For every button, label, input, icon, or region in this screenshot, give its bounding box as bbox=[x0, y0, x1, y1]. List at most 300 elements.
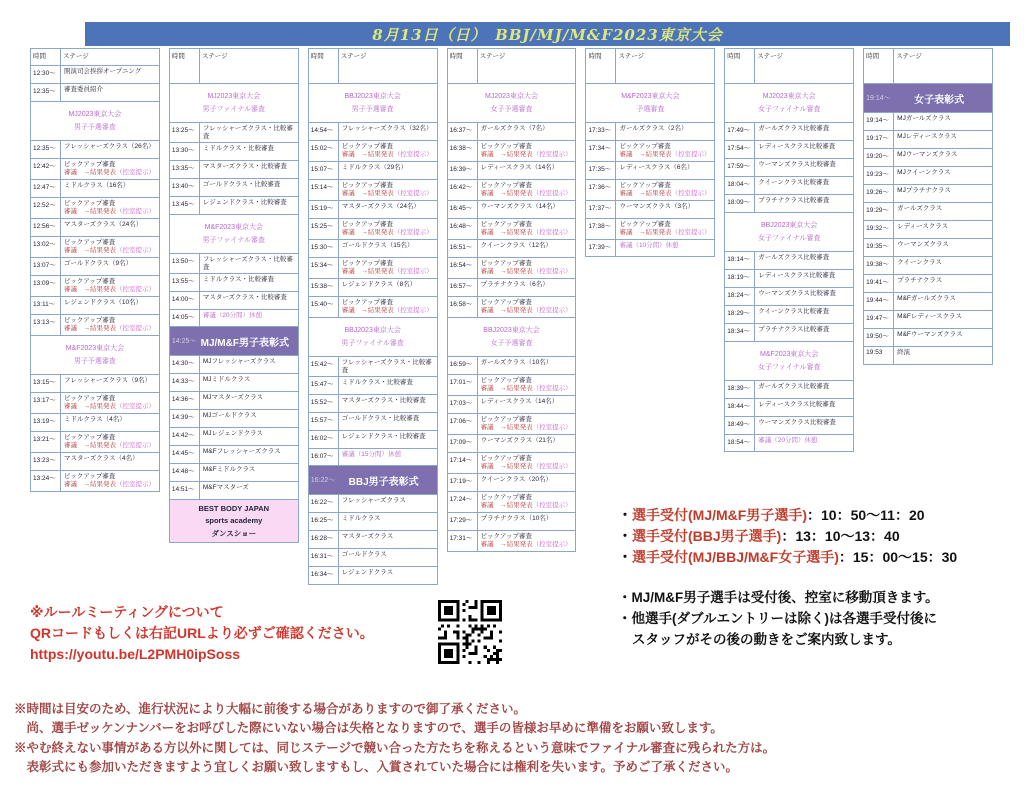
pickup-label: ピックアップ審査 bbox=[480, 259, 532, 267]
stage-cell bbox=[478, 492, 576, 512]
stage-cell bbox=[61, 159, 159, 179]
time-column-header: 時間 bbox=[586, 49, 616, 83]
time-cell: 16:07～ bbox=[309, 449, 339, 465]
pickup-label: ピックアップ審査 bbox=[480, 493, 532, 501]
stage-cell: 終演 bbox=[897, 348, 911, 356]
stage-cell bbox=[478, 258, 576, 278]
time-cell: 12:35～ bbox=[31, 141, 61, 158]
schedule-row bbox=[170, 482, 298, 500]
schedule-row bbox=[170, 374, 298, 392]
time-cell: 14:51～ bbox=[170, 482, 200, 499]
time-cell: 17:35～ bbox=[586, 162, 616, 179]
pickup-judging-row bbox=[31, 198, 159, 219]
stage-cell: ガールズクラス比較審査 bbox=[758, 382, 830, 390]
stage-column-header: ステージ bbox=[896, 53, 922, 60]
stage-cell: プラチナクラス（6名） bbox=[480, 280, 549, 288]
time-cell: 13:17～ bbox=[31, 393, 61, 413]
schedule-row bbox=[725, 159, 853, 177]
footer-note-line: ※やむ終えない事情がある方以外に関しては、同じステージで競い合った方たちを称えるという意味でファイナル審査に残られた方は。 bbox=[14, 740, 776, 755]
judge-result-line bbox=[619, 151, 712, 160]
time-cell: 13:11～ bbox=[31, 297, 61, 314]
schedule-row bbox=[864, 203, 992, 221]
pickup-judging-row bbox=[586, 141, 714, 162]
time-cell: 13:19～ bbox=[31, 414, 61, 431]
judge-result-line bbox=[481, 307, 574, 316]
pickup-judging-row bbox=[448, 414, 576, 435]
judge-result-line bbox=[64, 286, 157, 295]
schedule-row bbox=[448, 474, 576, 492]
schedule-row bbox=[448, 357, 576, 375]
schedule-row bbox=[170, 179, 298, 197]
judge-result-line bbox=[64, 403, 157, 412]
stage-cell: ガールズクラス（7名） bbox=[480, 124, 549, 132]
section-title-line: BBJ2023東京大会 bbox=[761, 221, 818, 229]
judge-result-line bbox=[481, 463, 574, 472]
section-subtitle-line: 予選審査 bbox=[636, 105, 665, 113]
guidance-notes bbox=[618, 588, 1018, 651]
result-location-label: （控室提示） bbox=[116, 169, 155, 177]
stage-cell: レディースクラス比較審査 bbox=[758, 142, 836, 150]
schedule-row bbox=[31, 141, 159, 159]
pickup-judging-row bbox=[309, 141, 437, 162]
time-cell: 19:29～ bbox=[864, 203, 894, 220]
time-cell: 14:54～ bbox=[309, 123, 339, 140]
pickup-label: ピックアップ審査 bbox=[64, 160, 116, 168]
stage-cell: ミドルクラス bbox=[341, 514, 381, 522]
schedule-row bbox=[725, 306, 853, 324]
time-cell: 18:09～ bbox=[725, 195, 755, 212]
time-cell: 17:49～ bbox=[725, 123, 755, 140]
deliberation-label: 審議 →結果発表 bbox=[480, 151, 533, 159]
deliberation-label: 審議 →結果発表 bbox=[480, 190, 533, 198]
dance-show-line: BEST BODY JAPAN bbox=[198, 504, 270, 514]
stage-cell: ウーマンズクラス（21名） bbox=[480, 436, 559, 444]
section-header bbox=[725, 342, 853, 381]
stage-cell bbox=[61, 471, 159, 491]
reception-line: ・選手受付(MJ/BBJ/M&F女子選手)：15：00～15：30 bbox=[618, 549, 958, 565]
stage-cell: ゴールドクラス bbox=[341, 550, 387, 558]
time-cell: 15:52～ bbox=[309, 395, 339, 412]
stage-cell: クイーンクラス bbox=[897, 258, 942, 266]
schedule-row bbox=[31, 375, 159, 393]
pickup-judging-row bbox=[309, 258, 437, 279]
time-cell: 13:23～ bbox=[31, 453, 61, 470]
judge-result-line bbox=[481, 502, 574, 511]
result-location-label: （控室提示） bbox=[532, 229, 572, 237]
reception-time: ：13：10～13：40 bbox=[781, 528, 900, 544]
time-cell: 13:07～ bbox=[31, 258, 61, 275]
stage-cell: レディースクラス（6名） bbox=[619, 163, 694, 171]
stage-cell: ガールズクラス比較審査 bbox=[758, 124, 830, 132]
time-cell: 19:47～ bbox=[864, 311, 894, 328]
stage-cell bbox=[616, 180, 714, 200]
stage-cell: プラチナクラス比較審査 bbox=[758, 196, 830, 204]
stage-cell: レディースクラス bbox=[897, 222, 949, 230]
time-cell: 16:38～ bbox=[448, 141, 478, 161]
stage-cell: ガールズクラス bbox=[897, 204, 943, 212]
stage-cell: マスターズクラス・比較審査 bbox=[341, 396, 426, 404]
deliberation-label: 審議 →結果発表 bbox=[619, 151, 672, 159]
stage-cell bbox=[61, 393, 159, 413]
section-title-line: MJ2023東京大会 bbox=[762, 92, 816, 100]
schedule-row bbox=[170, 274, 298, 292]
stage-cell bbox=[616, 141, 714, 161]
schedule-row bbox=[309, 279, 437, 297]
time-cell: 18:54～ bbox=[725, 435, 755, 451]
pickup-label: ピックアップ審査 bbox=[619, 181, 671, 189]
pickup-judging-row bbox=[31, 237, 159, 258]
banner-time: 16:22～ bbox=[310, 477, 336, 485]
schedule-column-7 bbox=[863, 48, 993, 365]
section-title-line: MJ2023東京大会 bbox=[485, 92, 538, 100]
stage-cell: レジェンドクラス（8名） bbox=[341, 280, 417, 288]
time-cell: 17:36～ bbox=[586, 180, 616, 200]
result-location-label: （控室提示） bbox=[532, 190, 572, 198]
schedule-row bbox=[31, 219, 159, 237]
schedule-row bbox=[448, 396, 576, 414]
section-subtitle-line: 男子ファイナル審査 bbox=[202, 236, 266, 244]
stage-cell: M&Fレディースクラス bbox=[897, 312, 962, 320]
time-column-header: 時間 bbox=[170, 49, 200, 83]
column-header-row bbox=[725, 49, 853, 84]
time-cell: 18:49～ bbox=[725, 417, 755, 434]
stage-cell: MJレディースクラス bbox=[897, 132, 957, 140]
schedule-row bbox=[864, 329, 992, 347]
stage-cell: ガールズクラス（10名） bbox=[480, 358, 553, 366]
stage-cell bbox=[478, 297, 576, 317]
time-cell: 17:01～ bbox=[448, 375, 478, 395]
schedule-row bbox=[448, 435, 576, 453]
rule-meeting-url-link[interactable]: https://youtu.be/L2PMH0ipSoss bbox=[30, 646, 241, 662]
stage-cell: フレッシャーズクラス（9名） bbox=[64, 376, 152, 384]
schedule-row bbox=[864, 113, 992, 131]
section-subtitle-line: 女子予選審査 bbox=[490, 105, 533, 113]
time-cell: 17:31～ bbox=[448, 531, 478, 551]
stage-column-header: ステージ bbox=[618, 53, 645, 60]
time-cell: 14:48～ bbox=[170, 464, 200, 481]
stage-cell: MJレジェンドクラス bbox=[202, 429, 263, 437]
judge-result-line bbox=[64, 169, 157, 178]
stage-cell bbox=[339, 141, 437, 161]
deliberation-label: 審議 →結果発表 bbox=[64, 286, 116, 294]
section-header bbox=[31, 336, 159, 375]
schedule-row bbox=[864, 221, 992, 239]
result-location-label: （控室提示） bbox=[671, 229, 711, 237]
time-cell: 19:20～ bbox=[864, 149, 894, 166]
pickup-label: ピックアップ審査 bbox=[64, 433, 116, 441]
schedule-row bbox=[864, 149, 992, 167]
stage-cell: 審査委員紹介 bbox=[64, 85, 103, 93]
pickup-label: ピックアップ審査 bbox=[480, 298, 532, 306]
section-title-line: BBJ2023東京大会 bbox=[483, 326, 540, 334]
time-cell: 13:45～ bbox=[170, 197, 200, 214]
banner-time: 19:14～ bbox=[866, 95, 891, 102]
time-cell: 19:23～ bbox=[864, 167, 894, 184]
time-cell: 17:34～ bbox=[586, 141, 616, 161]
reception-line: ・選手受付(BBJ男子選手)：13：10～13：40 bbox=[618, 528, 900, 544]
pickup-judging-row bbox=[309, 219, 437, 240]
schedule-row bbox=[170, 143, 298, 161]
stage-cell bbox=[61, 198, 159, 218]
time-cell: 12:52～ bbox=[31, 198, 61, 218]
section-header bbox=[448, 318, 576, 357]
schedule-row bbox=[864, 167, 992, 185]
time-cell: 14:00～ bbox=[170, 292, 200, 309]
schedule-row bbox=[170, 464, 298, 482]
section-title-line: MJ2023東京大会 bbox=[207, 92, 261, 100]
deliberation-label: 審議 →結果発表 bbox=[341, 307, 394, 315]
time-cell: 18:04～ bbox=[725, 177, 755, 194]
schedule-row bbox=[309, 395, 437, 413]
stage-cell: プラチナクラス bbox=[897, 276, 943, 284]
time-cell: 16:25～ bbox=[309, 513, 339, 530]
result-location-label: （控室提示） bbox=[671, 151, 711, 159]
time-cell: 16:39～ bbox=[448, 162, 478, 179]
schedule-row bbox=[448, 201, 576, 219]
schedule-row bbox=[31, 414, 159, 432]
schedule-row bbox=[309, 377, 437, 395]
stage-cell: レジェンドクラス・比較審査 bbox=[341, 432, 426, 440]
pickup-label: ピックアップ審査 bbox=[64, 277, 116, 285]
stage-cell: ウーマンズクラス比較審査 bbox=[758, 418, 836, 426]
stage-cell: マスターズクラス・比較審査 bbox=[202, 293, 287, 301]
time-cell: 15:02～ bbox=[309, 141, 339, 161]
time-cell: 14:36～ bbox=[170, 392, 200, 409]
pickup-label: ピックアップ審査 bbox=[64, 394, 116, 402]
judge-result-line bbox=[342, 151, 435, 160]
section-subtitle-line: 女子ファイナル審査 bbox=[757, 363, 821, 371]
schedule-column-4 bbox=[447, 48, 577, 552]
judge-result-line bbox=[64, 442, 157, 451]
time-cell: 16:51～ bbox=[448, 240, 478, 257]
pickup-label: ピックアップ審査 bbox=[480, 532, 532, 540]
section-title-line: MJ2023東京大会 bbox=[68, 110, 122, 118]
deliberation-label: 審議 →結果発表 bbox=[341, 229, 394, 237]
time-cell: 16:28～ bbox=[309, 531, 339, 548]
schedule-row bbox=[31, 297, 159, 315]
schedule-row bbox=[725, 270, 853, 288]
page-title: 8月13日（日） BBJ/MJ/M&F2023東京大会 bbox=[85, 22, 1010, 46]
schedule-row bbox=[725, 123, 853, 141]
section-header bbox=[586, 84, 714, 123]
stage-cell: 審議（20分間）休憩 bbox=[758, 436, 818, 444]
schedule-row bbox=[864, 293, 992, 311]
stage-cell bbox=[61, 432, 159, 452]
schedule-row bbox=[31, 66, 159, 84]
judge-result-line bbox=[619, 229, 712, 238]
pickup-judging-row bbox=[448, 219, 576, 240]
stage-cell: ミドルクラス・比較審査 bbox=[202, 275, 275, 283]
time-cell: 17:29～ bbox=[448, 513, 478, 530]
time-cell: 17:09～ bbox=[448, 435, 478, 452]
result-location-label: （控室提示） bbox=[116, 442, 155, 450]
stage-cell: ゴールドクラス・比較審査 bbox=[341, 414, 420, 422]
stage-cell: ガールズクラス比較審査 bbox=[758, 253, 830, 261]
stage-cell: ゴールドクラス（9名） bbox=[64, 259, 133, 267]
time-cell: 15:38～ bbox=[309, 279, 339, 296]
judge-result-line bbox=[64, 247, 157, 256]
time-cell: 14:42～ bbox=[170, 428, 200, 445]
schedule-row bbox=[170, 356, 298, 374]
time-cell: 18:34～ bbox=[725, 324, 755, 341]
reception-label: 選手受付(MJ/BBJ/M&F女子選手) bbox=[632, 549, 839, 565]
schedule-row bbox=[448, 513, 576, 531]
pickup-judging-row bbox=[448, 531, 576, 551]
judge-result-line bbox=[64, 325, 157, 334]
stage-cell: ウーマンズクラス比較審査 bbox=[758, 160, 836, 168]
deliberation-label: 審議 →結果発表 bbox=[64, 247, 116, 255]
pickup-judging-row bbox=[448, 492, 576, 513]
section-title-line: M&F2023東京大会 bbox=[621, 92, 680, 100]
judge-result-line bbox=[342, 307, 435, 316]
result-location-label: （控室提示） bbox=[116, 481, 155, 489]
judge-result-line bbox=[342, 268, 435, 277]
deliberation-label: 審議 →結果発表 bbox=[480, 424, 533, 432]
time-cell: 19:35～ bbox=[864, 239, 894, 256]
time-cell: 16:34～ bbox=[309, 567, 339, 584]
time-cell: 13:25～ bbox=[170, 123, 200, 142]
column-header-row bbox=[309, 49, 437, 84]
time-cell: 18:19～ bbox=[725, 270, 755, 287]
time-cell: 14:05～ bbox=[170, 310, 200, 326]
stage-column-header: ステージ bbox=[340, 53, 367, 60]
schedule-row bbox=[725, 195, 853, 213]
time-cell: 15:07～ bbox=[309, 162, 339, 179]
time-cell: 12:35～ bbox=[31, 84, 61, 101]
stage-cell: マスターズクラス bbox=[341, 532, 394, 540]
award-ceremony-banner bbox=[864, 84, 992, 113]
deliberation-label: 審議 →結果発表 bbox=[480, 541, 533, 549]
section-title-line: M&F2023東京大会 bbox=[760, 350, 819, 358]
time-cell: 12:47～ bbox=[31, 180, 61, 197]
schedule-row bbox=[725, 252, 853, 270]
time-cell: 19:44～ bbox=[864, 293, 894, 310]
stage-cell: MJミドルクラス bbox=[202, 375, 251, 383]
banner-time: 14:25～ bbox=[171, 338, 197, 346]
result-location-label: （控室提示） bbox=[671, 190, 711, 198]
judge-result-line bbox=[619, 190, 712, 199]
judge-result-line bbox=[342, 190, 435, 199]
pickup-label: ピックアップ審査 bbox=[341, 298, 394, 306]
guidance-line: スタッフがその後の動きをご案内致します。 bbox=[632, 631, 901, 647]
stage-column-header: ステージ bbox=[479, 53, 506, 60]
time-cell: 17:54～ bbox=[725, 141, 755, 158]
deliberation-label: 審議 →結果発表 bbox=[619, 229, 672, 237]
time-cell: 13:50～ bbox=[170, 254, 200, 273]
footer-note-line: 表彰式にも参加いただきますよう宜しくお願い致しますもし、入賞されていた場合には権利を失います。予めご了承ください。 bbox=[14, 760, 739, 775]
time-cell: 15:40～ bbox=[309, 297, 339, 317]
stage-cell: ミドルクラス・比較審査 bbox=[341, 378, 413, 386]
schedule-row bbox=[170, 392, 298, 410]
section-header bbox=[170, 215, 298, 254]
pickup-label: ピックアップ審査 bbox=[64, 199, 116, 207]
stage-cell: フレッシャーズクラス・比較審査 bbox=[202, 255, 293, 272]
time-cell: 16:59～ bbox=[448, 357, 478, 374]
column-header-row bbox=[448, 49, 576, 84]
stage-cell: MJクイーンクラス bbox=[897, 168, 951, 176]
time-cell: 18:29～ bbox=[725, 306, 755, 323]
time-cell: 16:02～ bbox=[309, 431, 339, 448]
result-location-label: （控室提示） bbox=[532, 541, 572, 549]
break-row bbox=[586, 240, 714, 256]
stage-cell: M&Fフレッシャーズクラス bbox=[202, 447, 281, 455]
stage-cell: マスターズクラス（24名） bbox=[64, 220, 143, 228]
time-column-header: 時間 bbox=[31, 49, 61, 65]
pickup-judging-row bbox=[31, 393, 159, 414]
stage-cell bbox=[339, 258, 437, 278]
schedule-row bbox=[725, 417, 853, 435]
schedule-row bbox=[170, 446, 298, 464]
stage-cell: MJウーマンズクラス bbox=[897, 150, 958, 158]
time-cell: 17:37～ bbox=[586, 201, 616, 218]
judge-result-line bbox=[481, 424, 574, 433]
stage-cell: マスターズクラス（4名） bbox=[64, 454, 139, 462]
stage-cell: ゴールドクラス（15名） bbox=[341, 241, 414, 249]
stage-cell: フレッシャーズクラス（32名） bbox=[341, 124, 433, 132]
stage-cell: MJガールズクラス bbox=[897, 114, 951, 122]
pickup-label: ピックアップ審査 bbox=[64, 316, 116, 324]
guidance-line: ・MJ/M&F男子選手は受付後、控室に移動頂きます。 bbox=[618, 590, 939, 605]
schedule-row bbox=[725, 399, 853, 417]
schedule-row bbox=[309, 201, 437, 219]
schedule-row bbox=[170, 123, 298, 143]
stage-column-header: ステージ bbox=[201, 53, 228, 60]
schedule-row bbox=[309, 431, 437, 449]
schedule-row bbox=[309, 513, 437, 531]
time-cell: 17:03～ bbox=[448, 396, 478, 413]
schedule-row bbox=[586, 201, 714, 219]
result-location-label: （控室提示） bbox=[116, 208, 155, 216]
pickup-judging-row bbox=[309, 180, 437, 201]
time-cell: 16:54～ bbox=[448, 258, 478, 278]
result-location-label: （控室提示） bbox=[393, 268, 433, 276]
time-cell: 16:37～ bbox=[448, 123, 478, 140]
pickup-label: ピックアップ審査 bbox=[619, 220, 671, 228]
result-location-label: （控室提示） bbox=[532, 502, 572, 510]
break-row bbox=[725, 435, 853, 451]
schedule-row bbox=[31, 258, 159, 276]
time-cell: 19:53 bbox=[864, 347, 894, 364]
pickup-judging-row bbox=[31, 276, 159, 297]
time-cell: 16:57～ bbox=[448, 279, 478, 296]
time-cell: 13:35～ bbox=[170, 161, 200, 178]
banner-title: 女子表彰式 bbox=[914, 94, 965, 106]
stage-cell: フレッシャーズクラス・比較審査 bbox=[202, 124, 293, 141]
time-cell: 18:44～ bbox=[725, 399, 755, 416]
column-header-row bbox=[170, 49, 298, 84]
result-location-label: （控室提示） bbox=[532, 463, 572, 471]
schedule-row bbox=[309, 413, 437, 431]
time-cell: 13:30～ bbox=[170, 143, 200, 160]
time-cell: 15:14～ bbox=[309, 180, 339, 200]
schedule-column-2 bbox=[169, 48, 299, 543]
pickup-judging-row bbox=[31, 315, 159, 336]
time-cell: 14:45～ bbox=[170, 446, 200, 463]
schedule-row bbox=[864, 275, 992, 293]
deliberation-label: 審議 →結果発表 bbox=[64, 208, 116, 216]
result-location-label: （控室提示） bbox=[393, 229, 433, 237]
time-cell: 15:57～ bbox=[309, 413, 339, 430]
deliberation-label: 審議 →結果発表 bbox=[64, 442, 116, 450]
pickup-label: ピックアップ審査 bbox=[480, 454, 532, 462]
stage-cell bbox=[478, 375, 576, 395]
schedule-row bbox=[864, 257, 992, 275]
schedule-row bbox=[309, 531, 437, 549]
pickup-judging-row bbox=[586, 219, 714, 240]
schedule-column-6 bbox=[724, 48, 854, 452]
time-cell: 19:26～ bbox=[864, 185, 894, 202]
deliberation-label: 審議 →結果発表 bbox=[341, 190, 394, 198]
